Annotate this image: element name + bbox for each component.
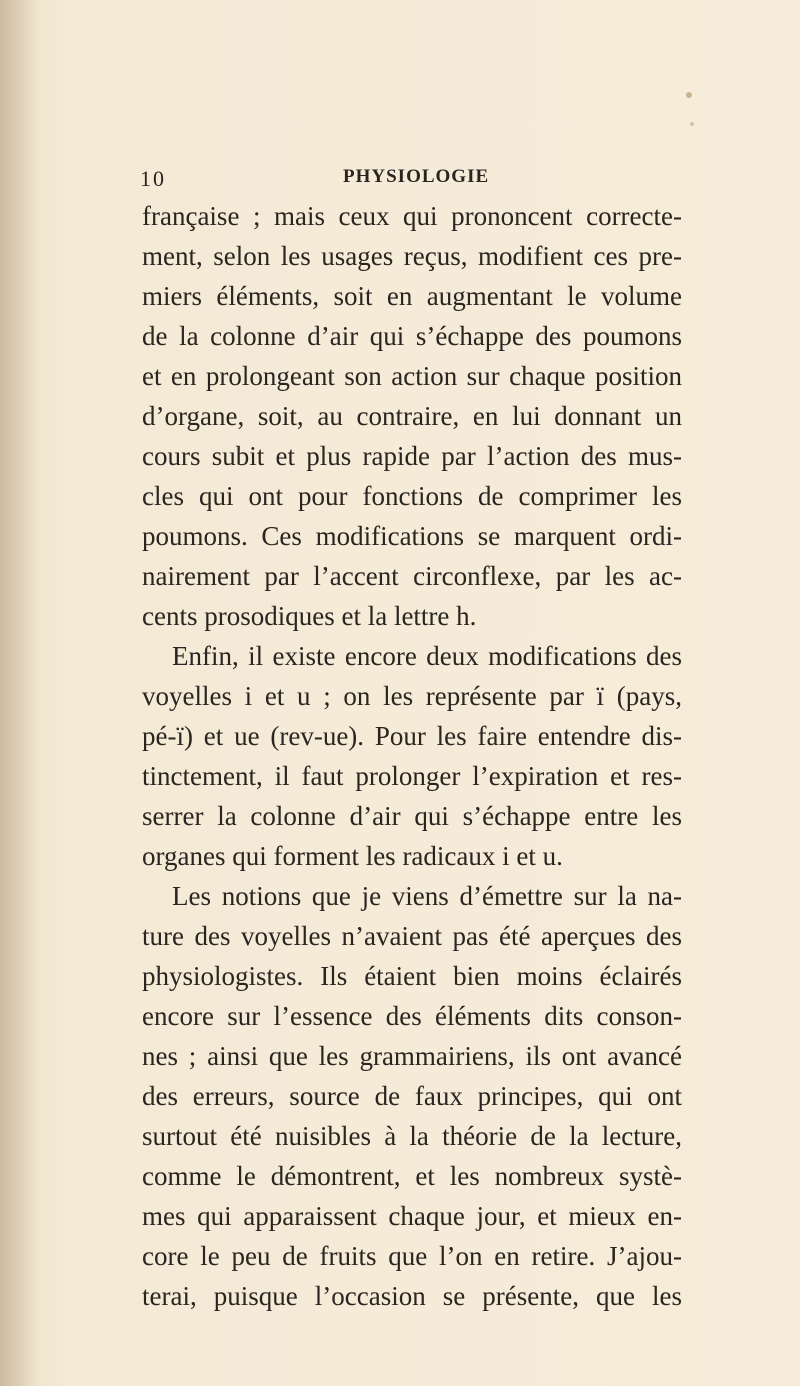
- text-line: miers éléments, soit en augmentant le volume: [142, 281, 682, 311]
- text-line: nes ; ainsi que les grammairiens, ils ont avancé: [142, 1041, 682, 1071]
- text-line: tinctement, il faut prolonger l’expiration et res-: [142, 761, 682, 791]
- text-line: cents prosodiques et la lettre h.: [142, 601, 477, 631]
- text-line: ment, selon les usages reçus, modifient ces pre-: [142, 241, 682, 271]
- foxing-spot: [686, 92, 692, 98]
- text-line: d’organe, soit, au contraire, en lui donnant un: [142, 401, 682, 431]
- binding-shadow: [0, 0, 40, 1386]
- body-text: [142, 196, 682, 1316]
- text-line: de la colonne d’air qui s’échappe des poumons: [142, 321, 682, 351]
- text-line: ture des voyelles n’avaient pas été aperçues des: [142, 921, 682, 951]
- text-line: core le peu de fruits que l’on en retire. J’ajou-: [142, 1241, 682, 1271]
- text-line: physiologistes. Ils étaient bien moins éclairés: [142, 961, 682, 991]
- text-line: organes qui forment les radicaux i et u.: [142, 841, 563, 871]
- text-line: mes qui apparaissent chaque jour, et mieux en-: [142, 1201, 682, 1231]
- text-line: Les notions que je viens d’émettre sur la na-: [172, 881, 682, 911]
- text-line: serrer la colonne d’air qui s’échappe entre les: [142, 801, 682, 831]
- running-title: PHYSIOLOGIE: [343, 166, 490, 187]
- text-line: comme le démontrent, et les nombreux systè-: [142, 1161, 682, 1191]
- text-line: voyelles i et u ; on les représente par ï (pays,: [142, 681, 682, 711]
- text-line: encore sur l’essence des éléments dits conson-: [142, 1001, 682, 1031]
- page-number: 10: [140, 166, 166, 191]
- text-line: poumons. Ces modifications se marquent ordi-: [142, 521, 682, 551]
- text-line: et en prolongeant son action sur chaque position: [142, 361, 682, 391]
- page-header: [0, 160, 800, 200]
- text-line: terai, puisque l’occasion se présente, que les: [142, 1281, 682, 1311]
- text-line: des erreurs, source de faux principes, qui ont: [142, 1081, 682, 1111]
- text-line: surtout été nuisibles à la théorie de la lecture,: [142, 1121, 682, 1151]
- text-line: française ; mais ceux qui prononcent correcte-: [142, 201, 682, 231]
- text-line: pé-ï) et ue (rev-ue). Pour les faire entendre dis-: [142, 721, 682, 751]
- foxing-spot: [690, 122, 694, 126]
- text-line: Enfin, il existe encore deux modifications des: [172, 641, 682, 671]
- text-line: cours subit et plus rapide par l’action des mus-: [142, 441, 682, 471]
- text-line: cles qui ont pour fonctions de comprimer les: [142, 481, 682, 511]
- text-line: nairement par l’accent circonflexe, par les ac-: [142, 561, 682, 591]
